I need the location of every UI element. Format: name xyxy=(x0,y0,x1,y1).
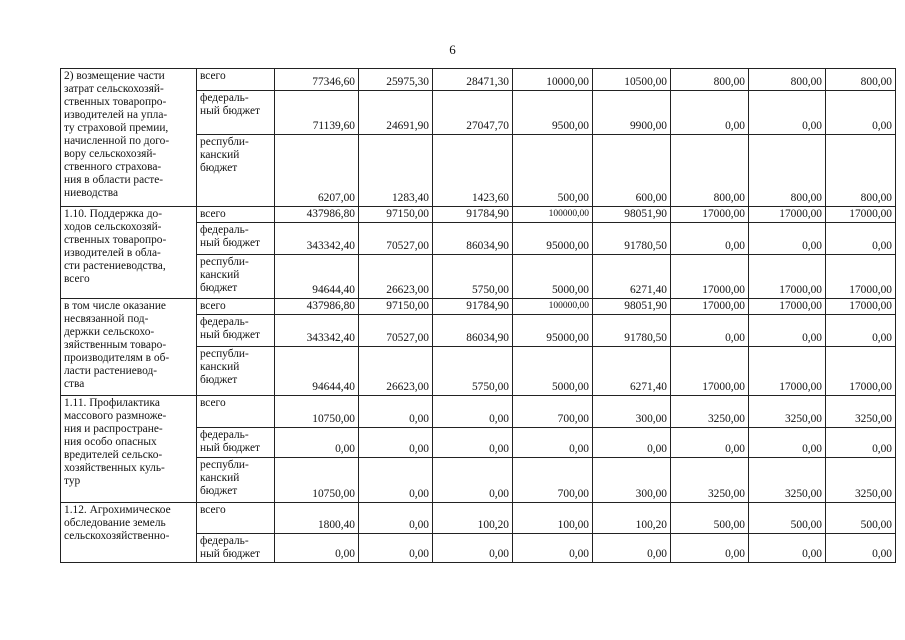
value-cell: 300,00 xyxy=(593,396,671,428)
table-row xyxy=(61,69,896,91)
source-text-line: бюджет xyxy=(222,105,260,117)
source-text-line: бюджет xyxy=(200,374,238,386)
value-cell: 26623,00 xyxy=(359,255,433,299)
value-cell: 17000,00 xyxy=(826,207,896,223)
value-cell: 70527,00 xyxy=(359,315,433,347)
activity-text-line: ниеводства xyxy=(64,187,119,199)
value-cell: 0,00 xyxy=(433,458,513,503)
value-cell: 3250,00 xyxy=(826,458,896,503)
value-cell: 800,00 xyxy=(826,135,896,207)
source-text-line: республи- xyxy=(200,256,249,268)
value-cell: 800,00 xyxy=(671,135,749,207)
activity-text-line: 1.11. Профилактика xyxy=(64,397,160,409)
value-cell: 97150,00 xyxy=(359,207,433,223)
value-cell: 100,20 xyxy=(433,503,513,534)
funding-source-cell xyxy=(197,255,275,299)
value-cell: 17000,00 xyxy=(749,255,826,299)
value-cell: 700,00 xyxy=(513,396,593,428)
value-cell: 0,00 xyxy=(513,428,593,458)
activity-text-line: несвязанной под- xyxy=(64,313,149,325)
value-cell: 5750,00 xyxy=(433,255,513,299)
value-cell: 17000,00 xyxy=(749,347,826,396)
value-cell: 500,00 xyxy=(749,503,826,534)
value-cell: 25975,30 xyxy=(359,69,433,91)
activity-text-line: зяйственным товаро- xyxy=(64,339,167,351)
funding-source-cell xyxy=(197,428,275,458)
value-cell: 91784,90 xyxy=(433,207,513,223)
value-cell: 0,00 xyxy=(826,223,896,255)
activity-text-line: ственного страхова- xyxy=(64,161,162,173)
table-row xyxy=(61,207,896,223)
value-cell: 0,00 xyxy=(433,396,513,428)
value-cell: 0,00 xyxy=(433,428,513,458)
value-cell: 0,00 xyxy=(275,428,359,458)
value-cell: 91784,90 xyxy=(433,299,513,315)
value-cell: 26623,00 xyxy=(359,347,433,396)
value-cell: 800,00 xyxy=(749,69,826,91)
value-cell: 3250,00 xyxy=(749,396,826,428)
activity-cell xyxy=(61,503,197,563)
page-number: 6 xyxy=(449,42,456,57)
value-cell: 343342,40 xyxy=(275,315,359,347)
activity-text-line: обследование земель xyxy=(64,517,166,529)
value-cell: 0,00 xyxy=(275,534,359,563)
value-cell: 500,00 xyxy=(826,503,896,534)
value-cell: 17000,00 xyxy=(826,299,896,315)
funding-source-cell xyxy=(197,347,275,396)
activity-text-line: всего xyxy=(64,273,90,285)
value-cell: 0,00 xyxy=(826,534,896,563)
value-cell: 27047,70 xyxy=(433,91,513,135)
table-row xyxy=(61,299,896,315)
value-cell: 0,00 xyxy=(749,91,826,135)
value-cell: 0,00 xyxy=(749,428,826,458)
value-cell: 10750,00 xyxy=(275,396,359,428)
activity-text-line: ния и распростране- xyxy=(64,423,163,435)
source-text-line: федераль- xyxy=(200,535,249,547)
value-cell: 0,00 xyxy=(671,428,749,458)
activity-text-line: хозяйственных куль- xyxy=(64,462,165,474)
source-text-line: федераль- xyxy=(200,429,249,441)
value-cell: 17000,00 xyxy=(671,207,749,223)
value-cell: 0,00 xyxy=(671,534,749,563)
value-cell: 0,00 xyxy=(359,428,433,458)
value-cell: 77346,60 xyxy=(275,69,359,91)
source-text-line: федераль- xyxy=(200,224,249,236)
activity-text-line: 1.12. Агрохимическое xyxy=(64,504,171,516)
source-text-line: канский xyxy=(200,472,240,484)
value-cell: 0,00 xyxy=(671,91,749,135)
value-cell: 0,00 xyxy=(749,534,826,563)
value-cell: 95000,00 xyxy=(513,315,593,347)
activity-cell xyxy=(61,299,197,396)
value-cell: 500,00 xyxy=(671,503,749,534)
value-cell: 343342,40 xyxy=(275,223,359,255)
funding-source-cell: всего xyxy=(197,396,275,428)
value-cell: 94644,40 xyxy=(275,347,359,396)
value-cell: 1800,40 xyxy=(275,503,359,534)
activity-text-line: сти растениеводства, xyxy=(64,260,166,272)
value-cell: 0,00 xyxy=(826,428,896,458)
value-cell: 70527,00 xyxy=(359,223,433,255)
value-cell: 0,00 xyxy=(513,534,593,563)
value-cell: 10500,00 xyxy=(593,69,671,91)
value-cell: 71139,60 xyxy=(275,91,359,135)
source-text-line: ный xyxy=(200,237,220,249)
activity-text-line: вредителей сельско- xyxy=(64,449,163,461)
source-text-line: ный xyxy=(200,548,220,560)
value-cell: 0,00 xyxy=(671,315,749,347)
value-cell: 17000,00 xyxy=(826,347,896,396)
value-cell: 98051,90 xyxy=(593,207,671,223)
value-cell: 800,00 xyxy=(749,135,826,207)
source-text-line: бюджет xyxy=(222,442,260,454)
value-cell: 5000,00 xyxy=(513,347,593,396)
value-cell: 94644,40 xyxy=(275,255,359,299)
activity-text-line: ходов сельскохозяй- xyxy=(64,221,162,233)
source-text-line: ный xyxy=(200,329,220,341)
source-text-line: федераль- xyxy=(200,92,249,104)
funding-source-cell: всего xyxy=(197,207,275,223)
source-text-line: бюджет xyxy=(222,329,260,341)
value-cell: 3250,00 xyxy=(671,458,749,503)
source-text-line: республи- xyxy=(200,136,249,148)
value-cell: 6207,00 xyxy=(275,135,359,207)
value-cell: 800,00 xyxy=(826,69,896,91)
activity-text-line: производителям в об- xyxy=(64,352,170,364)
value-cell: 300,00 xyxy=(593,458,671,503)
value-cell: 0,00 xyxy=(826,315,896,347)
value-cell: 0,00 xyxy=(826,91,896,135)
activity-text-line: 2) возмещение части xyxy=(64,70,165,82)
source-text-line: канский xyxy=(200,361,240,373)
value-cell: 500,00 xyxy=(513,135,593,207)
source-text-line: бюджет xyxy=(200,485,238,497)
activity-cell xyxy=(61,69,197,207)
value-cell: 100,20 xyxy=(593,503,671,534)
source-text-line: республи- xyxy=(200,348,249,360)
value-cell: 1283,40 xyxy=(359,135,433,207)
value-cell: 86034,90 xyxy=(433,315,513,347)
source-text-line: канский xyxy=(200,269,240,281)
value-cell: 9500,00 xyxy=(513,91,593,135)
value-cell: 5750,00 xyxy=(433,347,513,396)
funding-source-cell xyxy=(197,458,275,503)
activity-text-line: сельскохозяйственно- xyxy=(64,530,170,542)
value-cell: 600,00 xyxy=(593,135,671,207)
value-cell: 0,00 xyxy=(671,223,749,255)
source-text-line: бюджет xyxy=(222,548,260,560)
value-cell: 700,00 xyxy=(513,458,593,503)
funding-source-cell xyxy=(197,315,275,347)
value-cell: 95000,00 xyxy=(513,223,593,255)
activity-text-line: ния в области расте- xyxy=(64,174,164,186)
activity-text-line: ния особо опасных xyxy=(64,436,157,448)
value-cell: 3250,00 xyxy=(826,396,896,428)
value-cell: 9900,00 xyxy=(593,91,671,135)
value-cell: 17000,00 xyxy=(671,299,749,315)
value-cell: 0,00 xyxy=(433,534,513,563)
activity-text-line: начисленной по дого- xyxy=(64,135,170,147)
value-cell: 100,00 xyxy=(513,503,593,534)
value-cell: 0,00 xyxy=(359,396,433,428)
value-cell: 0,00 xyxy=(749,223,826,255)
activity-text-line: ласти растениевод- xyxy=(64,365,158,377)
funding-source-cell xyxy=(197,135,275,207)
value-cell: 6271,40 xyxy=(593,347,671,396)
value-cell: 17000,00 xyxy=(671,255,749,299)
value-cell: 98051,90 xyxy=(593,299,671,315)
source-text-line: федераль- xyxy=(200,316,249,328)
source-text-line: бюджет xyxy=(200,282,238,294)
value-cell: 17000,00 xyxy=(749,299,826,315)
value-cell: 17000,00 xyxy=(749,207,826,223)
budget-table xyxy=(60,68,896,563)
value-cell: 10000,00 xyxy=(513,69,593,91)
value-cell: 100000,00 xyxy=(513,299,593,315)
activity-text-line: ства xyxy=(64,378,85,390)
value-cell: 0,00 xyxy=(359,534,433,563)
table-row xyxy=(61,396,896,428)
value-cell: 28471,30 xyxy=(433,69,513,91)
activity-text-line: тур xyxy=(64,475,81,487)
funding-source-cell: всего xyxy=(197,69,275,91)
value-cell: 0,00 xyxy=(593,534,671,563)
source-text-line: ный xyxy=(200,105,220,117)
source-text-line: бюджет xyxy=(222,237,260,249)
activity-text-line: изводителей в обла- xyxy=(64,247,161,259)
value-cell: 5000,00 xyxy=(513,255,593,299)
funding-source-cell xyxy=(197,91,275,135)
value-cell: 91780,50 xyxy=(593,223,671,255)
funding-source-cell xyxy=(197,534,275,563)
activity-text-line: 1.10. Поддержка до- xyxy=(64,208,162,220)
value-cell: 3250,00 xyxy=(671,396,749,428)
source-text-line: республи- xyxy=(200,459,249,471)
funding-source-cell: всего xyxy=(197,299,275,315)
activity-text-line: в том числе оказание xyxy=(64,300,166,312)
activity-cell xyxy=(61,396,197,503)
activity-text-line: массового размноже- xyxy=(64,410,167,422)
value-cell: 86034,90 xyxy=(433,223,513,255)
source-text-line: канский xyxy=(200,149,240,161)
activity-text-line: ственных товаропро- xyxy=(64,96,167,108)
activity-cell xyxy=(61,207,197,299)
activity-text-line: держки сельскохо- xyxy=(64,326,155,338)
funding-source-cell xyxy=(197,223,275,255)
funding-source-cell: всего xyxy=(197,503,275,534)
value-cell: 800,00 xyxy=(671,69,749,91)
value-cell: 0,00 xyxy=(359,458,433,503)
table-row xyxy=(61,503,896,534)
source-text-line: бюджет xyxy=(200,162,238,174)
value-cell: 3250,00 xyxy=(749,458,826,503)
value-cell: 0,00 xyxy=(749,315,826,347)
value-cell: 1423,60 xyxy=(433,135,513,207)
value-cell: 437986,80 xyxy=(275,299,359,315)
activity-text-line: затрат сельскохозяй- xyxy=(64,83,164,95)
activity-text-line: ту страховой премии, xyxy=(64,122,169,134)
activity-text-line: изводителей на упла- xyxy=(64,109,168,121)
value-cell: 17000,00 xyxy=(826,255,896,299)
value-cell: 91780,50 xyxy=(593,315,671,347)
value-cell: 100000,00 xyxy=(513,207,593,223)
value-cell: 6271,40 xyxy=(593,255,671,299)
value-cell: 24691,90 xyxy=(359,91,433,135)
value-cell: 17000,00 xyxy=(671,347,749,396)
value-cell: 0,00 xyxy=(359,503,433,534)
value-cell: 10750,00 xyxy=(275,458,359,503)
activity-text-line: ственных товаропро- xyxy=(64,234,167,246)
source-text-line: ный xyxy=(200,442,220,454)
value-cell: 97150,00 xyxy=(359,299,433,315)
value-cell: 437986,80 xyxy=(275,207,359,223)
activity-text-line: вору сельскохозяй- xyxy=(64,148,157,160)
value-cell: 0,00 xyxy=(593,428,671,458)
